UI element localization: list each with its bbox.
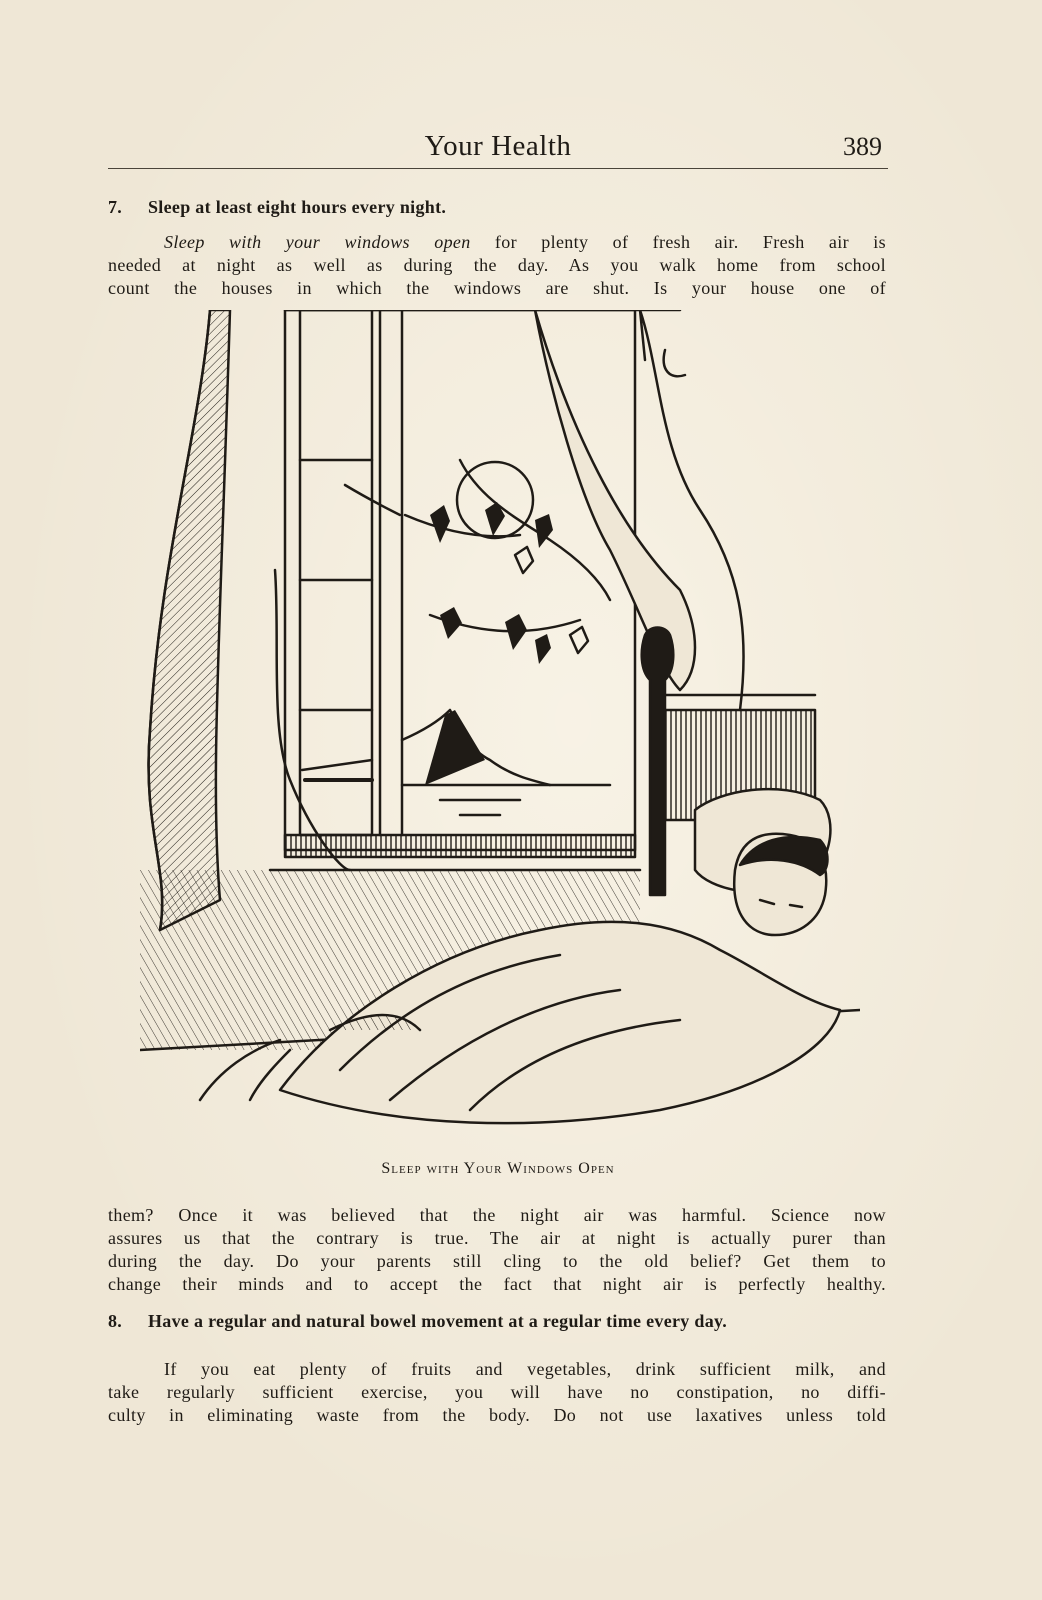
paragraph-line: needed at night as well as during the day. As you walk home from school (108, 255, 886, 275)
paragraph-line: count the houses in which the windows are shut. Is your house one of (108, 278, 886, 298)
italic-phrase: Sleep with your windows open (164, 232, 471, 252)
section-7-title: Sleep at least eight hours every night. (148, 197, 447, 217)
running-header (108, 128, 888, 169)
section-7-heading (108, 196, 886, 218)
header-title: Your Health (424, 130, 572, 162)
paragraph-line (108, 231, 886, 254)
line-text: for plenty of fresh air. Fresh air is (470, 232, 886, 252)
section-8-heading (108, 1310, 886, 1332)
continuation-paragraph (108, 1204, 886, 1296)
figure-caption: Sleep with Your Windows Open (381, 1160, 615, 1177)
paragraph-line: culty in eliminating waste from the body. Do not use laxatives unless told (108, 1405, 886, 1425)
section-7-number: 7. (108, 197, 123, 217)
paragraph-line: If you eat plenty of fruits and vegetables, drink sufficient milk, and (164, 1359, 886, 1379)
paragraph-line: change their minds and to accept the fact that night air is perfectly healthy. (108, 1274, 886, 1294)
section-8-title: Have a regular and natural bowel movement at a regular time every day. (148, 1311, 728, 1331)
page-number: 389 (843, 132, 882, 161)
bedroom-window-illustration (140, 310, 860, 1140)
section-8-paragraph (108, 1358, 886, 1427)
section-8-number: 8. (108, 1311, 123, 1331)
paragraph-line: them? Once it was believed that the night air was harmful. Science now (108, 1205, 886, 1225)
section-7-paragraph (108, 231, 886, 300)
paragraph-line: during the day. Do your parents still cling to the old belief? Get them to (108, 1251, 886, 1271)
paragraph-line: assures us that the contrary is true. The air at night is actually purer than (108, 1228, 886, 1248)
paragraph-line: take regularly sufficient exercise, you will have no constipation, no diffi- (108, 1382, 886, 1402)
